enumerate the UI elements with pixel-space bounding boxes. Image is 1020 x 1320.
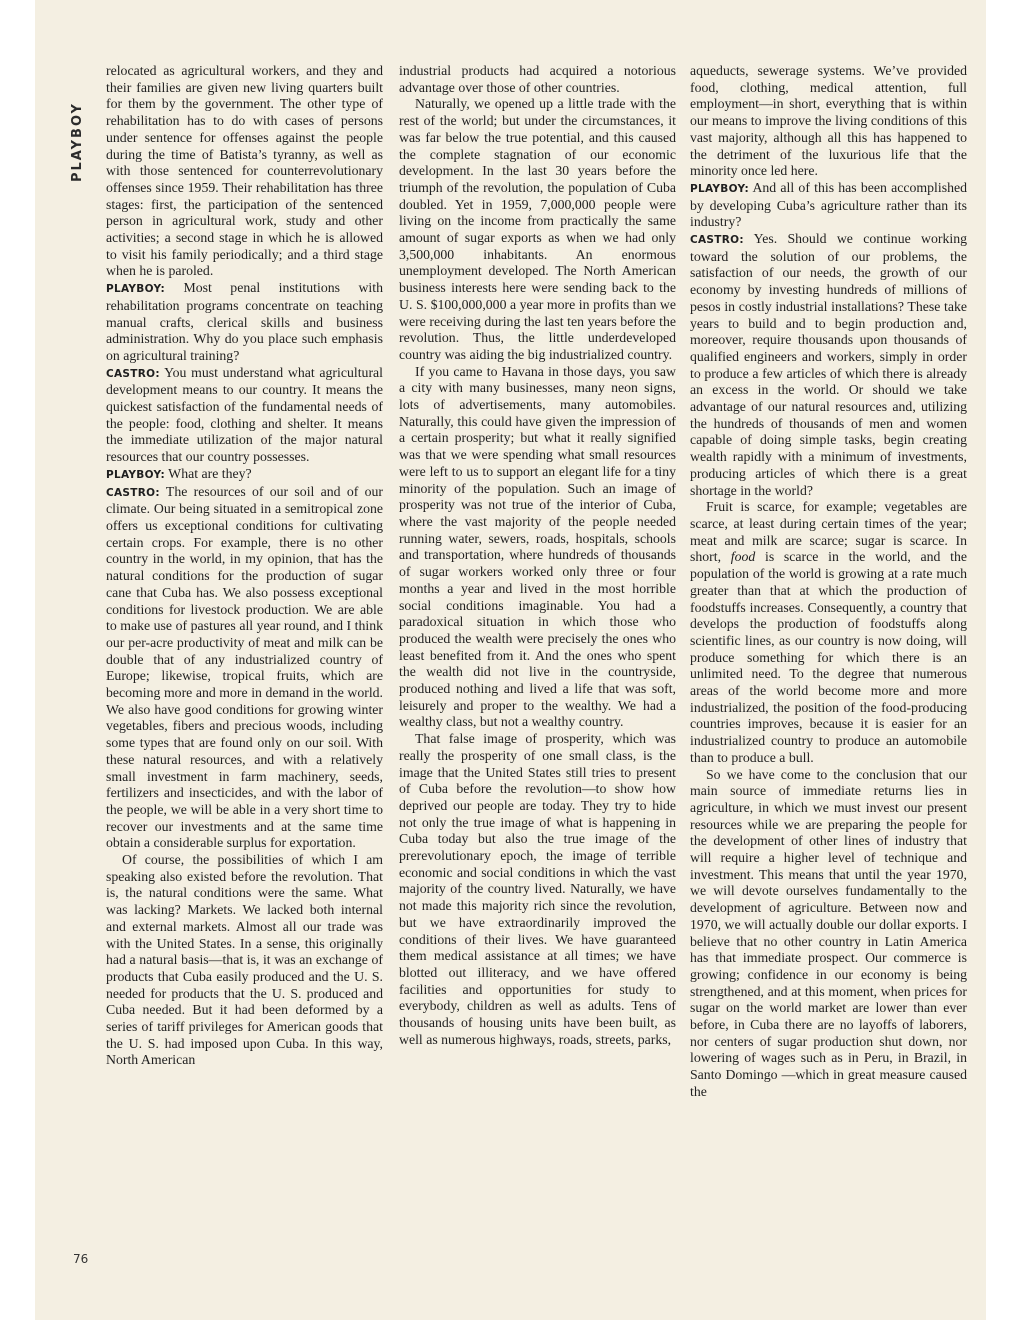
- speaker-label: CASTRO:: [690, 234, 744, 247]
- article-paragraph: [106, 466, 383, 484]
- paragraph-text: What are they?: [168, 465, 252, 481]
- page-number: 76: [73, 1252, 89, 1266]
- paragraph-text: industrial products had acquired a notorious advantage over those of other countries.: [399, 63, 676, 95]
- article-paragraph: [399, 731, 676, 1048]
- article-paragraph: [690, 767, 967, 1101]
- text-column-1: [106, 63, 383, 1069]
- speaker-label: PLAYBOY:: [690, 182, 749, 195]
- paragraph-text: relocated as agricultural workers, and they and their families are given new living quarters built for them by the government. The other type of rehabilitation has to do with cases of persons under sentence for offenses against the people during the time of Batista’s tyranny, as well as with those sentenced for counterrevolutionary offenses since 1959. Their rehabilitation has three stages: first, the participation of the sentenced person in agricultural work, study and other activities; a second stage in which he is allowed to visit his family periodically; and a third stage when he is paroled.: [106, 63, 383, 279]
- article-paragraph: [106, 365, 383, 466]
- speaker-label: CASTRO:: [106, 367, 160, 380]
- article-paragraph: [399, 96, 676, 363]
- paragraph-text: That false image of prosperity, which was really the prosperity of one small class, is the image that the United States still tries to present of Cuba before the revolution—to show how deprived our people are today. They try to hide not only the true image of what is happening in Cuba today but also the true image of the prerevolutionary epoch, the image of terrible economic and social conditions in which the vast majority of the country lived. Naturally, we have not made this majority rich since the revolution, but we have extraordinarily improved the conditions of their lives. We have guaranteed them medical assistance at all times; we have blotted out illiteracy, and we have offered facilities and opportunities for study to everybody, children as well as adults. Tens of thousands of housing units have been built, as well as numerous highways, roads, streets, parks,: [399, 731, 676, 1047]
- paragraph-text: If you came to Havana in those days, you saw a city with many businesses, many neon signs, lots of advertisements, many automobiles. Naturally, this could have given the impression of a certain prosperity; but what it really signified was that we were spending what small resources were left to us to support an elegant life for a tiny minority of the population. Such an image of prosperity was not true of the interior of Cuba, where the vast majority of the people needed running water, sewers, roads, hospitals, schools and transportation, where hundreds of thousands of sugar workers worked only three or four months a year and lived in the most horrible social conditions imaginable. You had a paradoxical situation in which those who produced the wealth were precisely the ones who least benefited from it. And the ones who spent the wealth did not live in the countryside, produced nothing and lived a life that was soft, leisurely and proper to the wealthy. We had a wealthy class, but not a wealthy country.: [399, 363, 676, 730]
- paragraph-text: And all of this has been accomplished by developing Cuba’s agriculture rather than its industry?: [690, 179, 967, 230]
- article-paragraph: [106, 852, 383, 1069]
- paragraph-text: So we have come to the conclusion that our main source of immediate returns lies in agriculture, in which we must invest our present resources while we are preparing the people for the development of other lines of industry that will require a higher level of technique and investment. This means that until the year 1970, we will devote ourselves fundamentally to the development of agriculture. Between now and 1970, we will actually double our dollar exports. I believe that no other country in Latin America has that immediate prospect. Our commerce is growing; confidence in our economy is being strengthened, and at this moment, when prices for sugar on the world market are lower than ever before, in Cuba there are no layoffs of laborers, nor centers of sugar production shut down, nor lowering of wages such as in Peru, in Brazil, in Santo Domingo —which in great measure caused the: [690, 766, 967, 1099]
- article-paragraph: [106, 280, 383, 365]
- article-paragraph: [690, 231, 967, 499]
- article-paragraph: [106, 63, 383, 280]
- paragraph-text: Of course, the possibilities of which I am speaking also existed before the revolution. That is, the natural conditions were the same. What was lacking? Markets. We lacked both internal and external markets. Almost all our trade was with the United States. In a sense, this originally had a natural basis—that is, it was an exchange of products that Cuba easily produced and the U. S. needed for products that the U. S. produced and Cuba needed. But it had been deformed by a series of tariff privileges for American goods that the U. S. had imposed upon Cuba. In this way, North American: [106, 852, 383, 1068]
- text-column-3: [690, 63, 967, 1101]
- paragraph-text: You must understand what agricultural development means to our country. It means the quickest satisfaction of the fundamental needs of the people: food, clothing and shelter. It means the immediate utilization of the major natural resources that our country possesses.: [106, 364, 384, 465]
- paragraph-text: Yes. Should we continue working toward the solution of our problems, the satisfaction of our needs, the growth of our economy by investing hundreds of millions of pesos in costly industrial installations? These take years to build and to begin production and, moreover, require thousands upon thousands of qualified engineers and workers, simply in order to produce a few articles of which there is already an excess in the world. Or should we take advantage of our natural resources and, utilizing the hundreds of thousands of men and women capable of doing simple tasks, begin creating wealth rapidly with a minimum of investments, producing articles of which there is a great shortage in the world?: [690, 231, 967, 498]
- paragraph-text: Fruit is scarce, for example; vegetables are scarce, at least during certain times of the year; meat and milk are scarce; sugar is scarce. In short,: [690, 499, 967, 565]
- article-paragraph: [399, 63, 676, 96]
- paragraph-text: aqueducts, sewerage systems. We’ve provided food, clothing, medical attention, full employment—in short, everything that is within our means to improve the living conditions of this vast majority, although all this has happened to the detriment of the luxurious life that the minority once led here.: [690, 63, 967, 179]
- speaker-label: PLAYBOY:: [106, 283, 165, 296]
- article-paragraph: [690, 63, 967, 180]
- emphasized-word: food: [730, 549, 756, 565]
- paragraph-text: The resources of our soil and of our climate. Our being situated in a semitropical zone offers us exceptional conditions for cultivating certain crops. For example, there is no other country in the world, in my opinion, that has the natural conditions for the production of sugar cane that Cuba has. We also possess exceptional conditions for livestock production. We are able to make use of pastures all year round, and I think our per-acre productivity of meat and milk can be double that of any industrialized country of Europe; likewise, tropical fruits, which are becoming more and more in demand in the world. We also have good conditions for growing winter vegetables, fibers and precious woods, including some types that are found only on our soil. With these natural resources, and with a relatively small investment in farm machinery, seeds, fertilizers and insecticides, and with the labor of the people, we will be able in a very short time to recover our investments and at the same time obtain a considerable surplus for exportation.: [106, 483, 383, 851]
- running-head: PLAYBOY: [70, 102, 85, 182]
- speaker-label: PLAYBOY:: [106, 468, 165, 481]
- article-paragraph: [690, 180, 967, 231]
- article-paragraph: [106, 484, 383, 852]
- paragraph-text: is scarce in the world, and the population of the world is growing at a rate much greater than that at which the production of foodstuffs increases. Consequently, a country that develops the production of foodstuffs along scientific lines, as our country is now doing, will produce something for which there is an unlimited need. To the degree that numerous areas of the world become more and more industrialized, the position of the food-producing countries improves, because it is easier for an industrialized country to produce an automobile than to produce a bull.: [690, 549, 967, 765]
- paragraph-text: Naturally, we opened up a little trade with the rest of the world; but under the circumstances, it was far below the true potential, and this caused the complete stagnation of our economic development. In the last 30 years before the triumph of the revolution, the population of Cuba doubled. Yet in 1959, 7,000,000 people were living on the income from practically the same amount of sugar exports as when we had only 3,500,000 inhabitants. An enormous unemployment developed. The North American business interests here were sending back to the U. S. $100,000,000 a year more in profits than we were receiving during the last ten years before the revolution. Thus, the little underdeveloped country was aiding the big industrialized country.: [399, 96, 676, 362]
- article-paragraph: [399, 364, 676, 731]
- text-column-2: [399, 63, 676, 1048]
- article-paragraph: [690, 499, 967, 766]
- speaker-label: CASTRO:: [106, 486, 160, 499]
- paragraph-text: Most penal institutions with rehabilitation programs concentrate on teaching manual crafts, clerical skills and business administration. Why do you place such emphasis on agricultural training?: [106, 280, 383, 363]
